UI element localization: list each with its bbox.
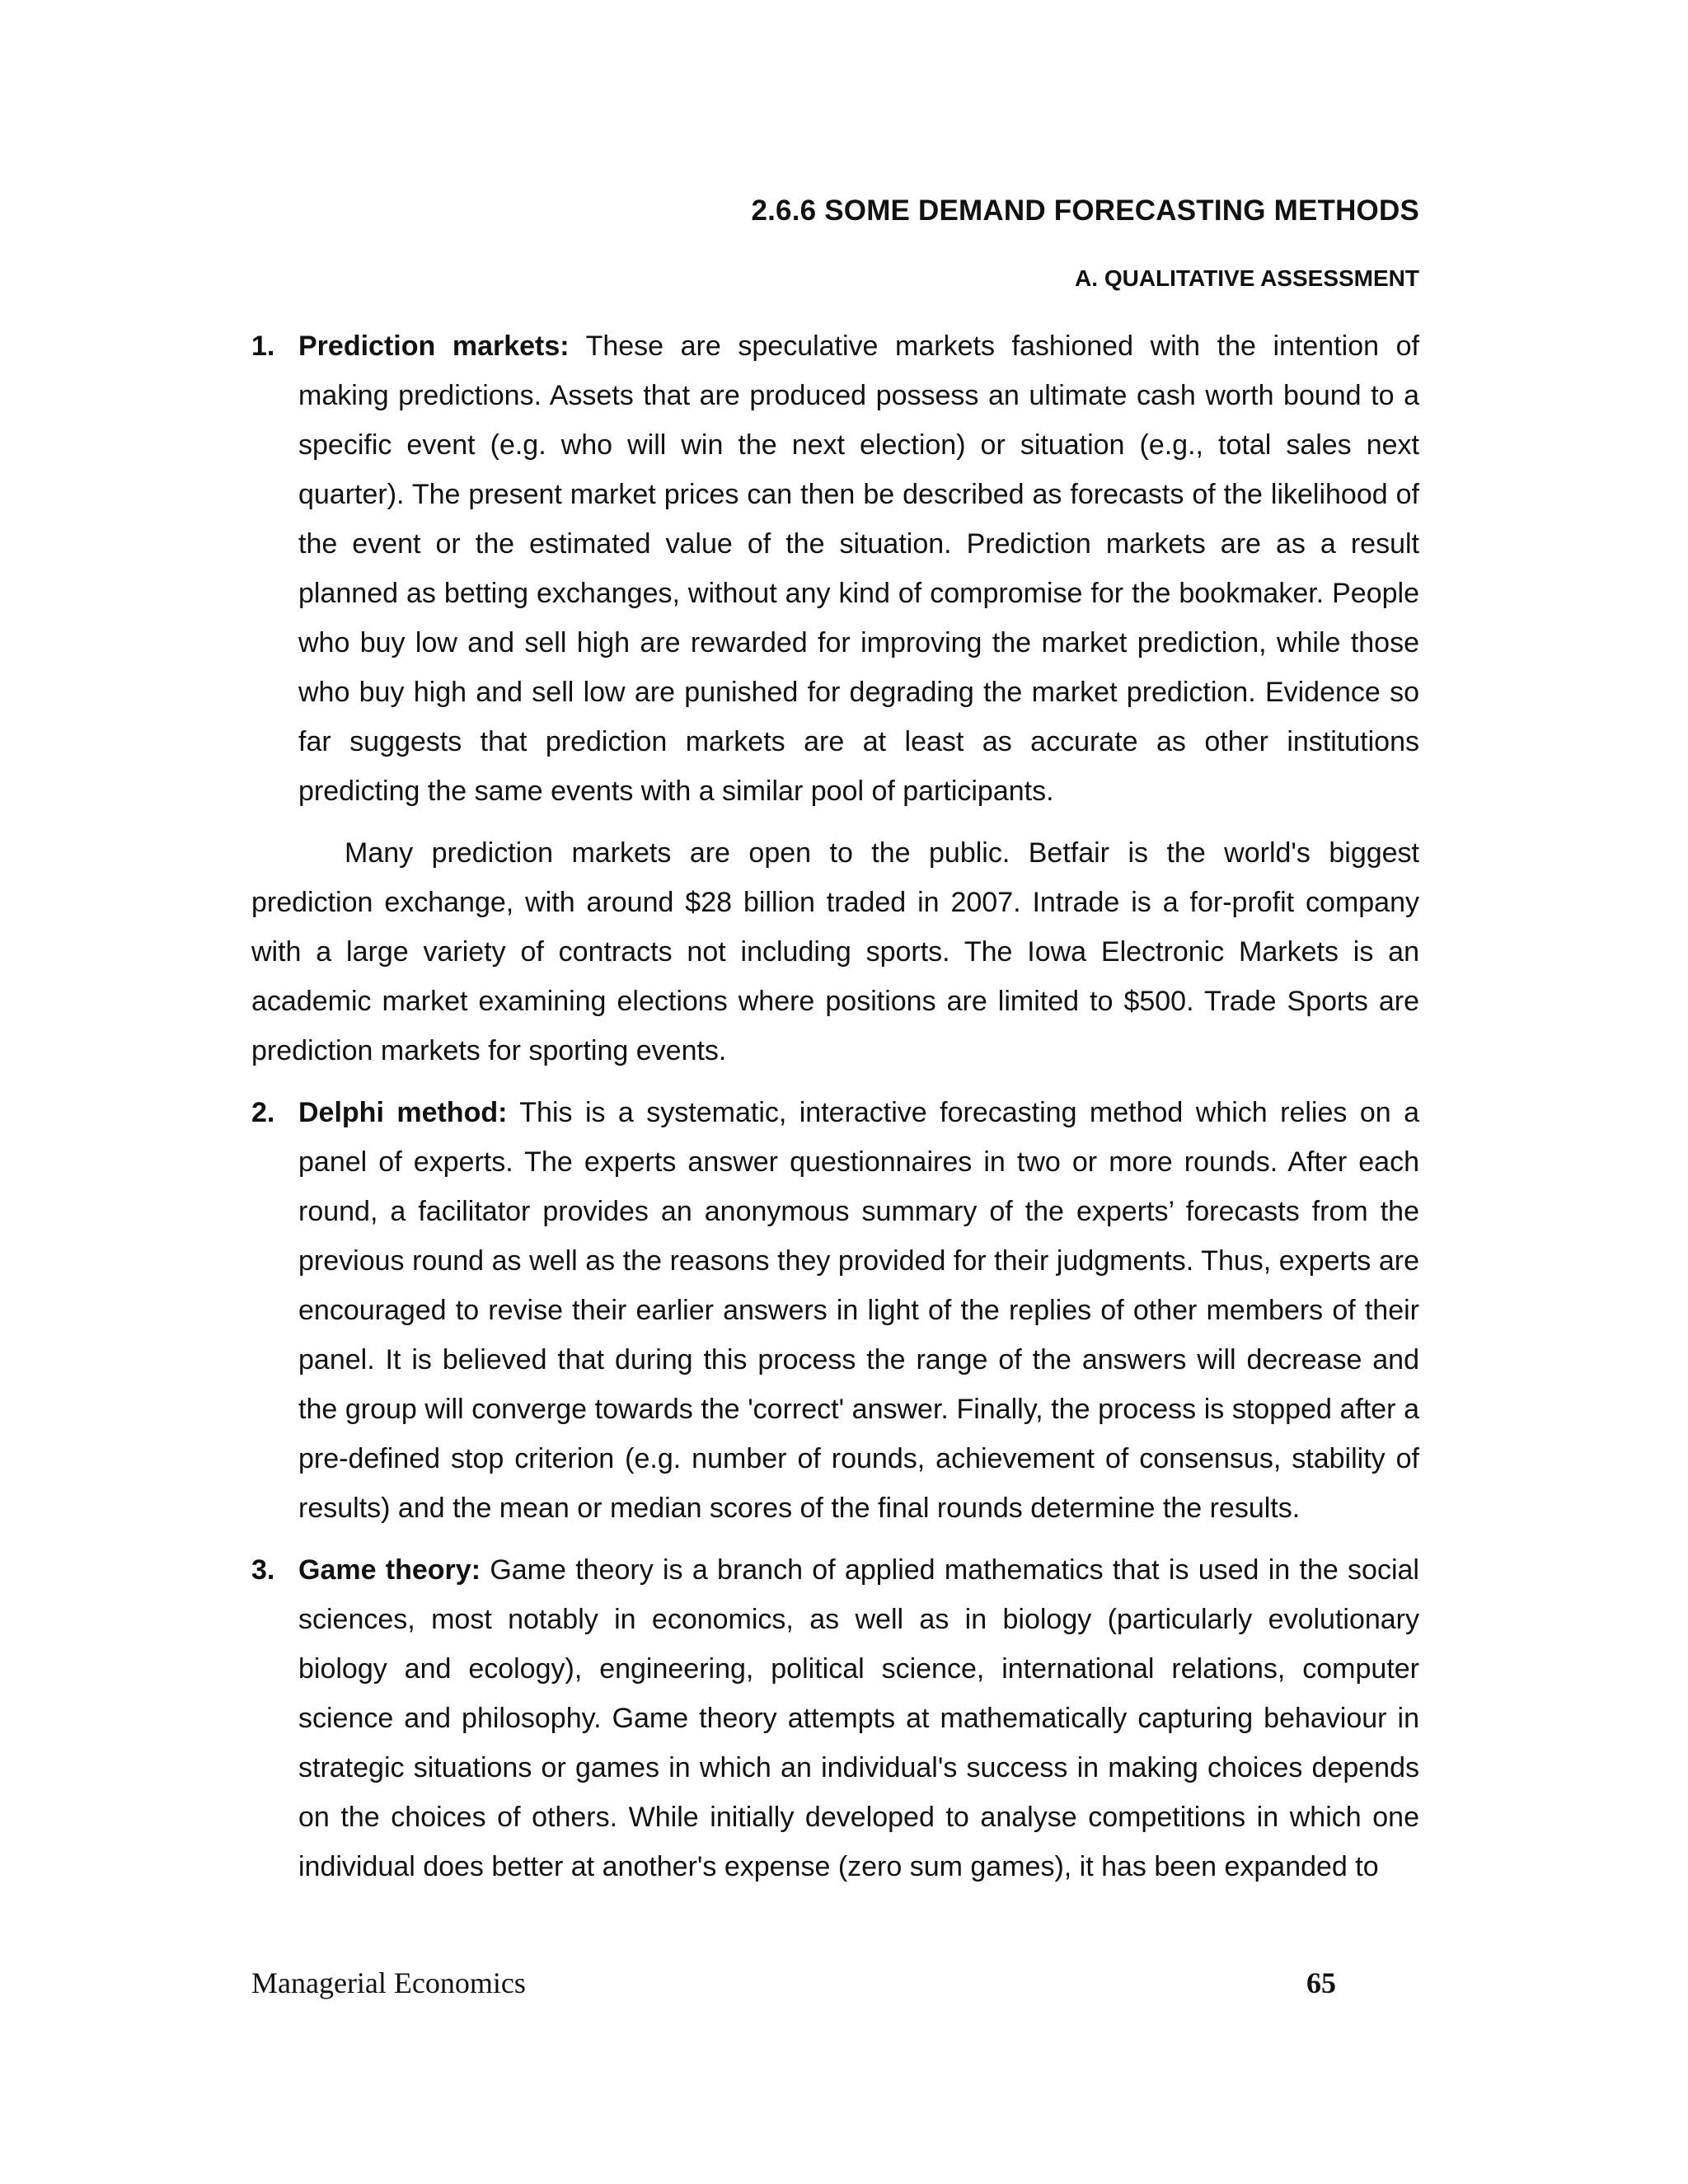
list-item-number: 1.: [251, 330, 275, 362]
list-item-number: 2.: [251, 1097, 275, 1128]
list-item-term: Delphi method:: [298, 1097, 508, 1128]
list-item-text: Game theory is a branch of applied mathematics that is used in the social sciences, most notably in economics, as well as in biology (particularly evolutionary biology and ecology), engineering, political science, international relations, computer science and philosophy. Game theory attempts at mathematically capturing behaviour in strategic situations or games in which an individual's success in making choices depends on the choices of others. While initially developed to analyse competitions in which one individual does better at another's expense (zero sum games), it has been expanded to: [298, 1554, 1419, 1882]
list-item-prediction-markets: [251, 321, 1419, 816]
list-item-delphi-method: [251, 1088, 1419, 1533]
body-text: [251, 321, 1419, 1904]
list-item-number: 3.: [251, 1554, 275, 1586]
footer-book-title: Managerial Economics: [251, 1966, 526, 1999]
paragraph-prediction-exchanges: Many prediction markets are open to the public. Betfair is the world's biggest prediction exchange, with around $28 billion traded in 2007. Intrade is a for-profit company with a large variety of contracts not including sports. The Iowa Electronic Markets is an academic market examining elections where positions are limited to $500. Trade Sports are prediction markets for sporting events.: [251, 837, 1419, 1066]
list-item-text: This is a systematic, interactive forecasting method which relies on a panel of experts. The experts answer questionnaires in two or more rounds. After each round, a facilitator provides an anonymous summary of the experts’ forecasts from the previous round as well as the reasons they provided for their judgments. Thus, experts are encouraged to revise their earlier answers in light of the replies of other members of their panel. It is believed that during this process the range of the answers will decrease and the group will converge towards the 'correct' answer. Finally, the process is stopped after a pre-defined stop criterion (e.g. number of rounds, achievement of consensus, stability of results) and the mean or median scores of the final rounds determine the results.: [298, 1097, 1419, 1524]
list-item-game-theory: [251, 1545, 1419, 1891]
footer-page-number: 65: [1306, 1966, 1336, 1999]
section-heading: 2.6.6 SOME DEMAND FORECASTING METHODS: [751, 194, 1419, 227]
section-subheading: A. QUALITATIVE ASSESSMENT: [1075, 265, 1419, 291]
list-item-text: These are speculative markets fashioned with the intention of making predictions. Assets that are produced possess an ultimate cash worth bound to a specific event (e.g. who will win the next election) or situation (e.g., total sales next quarter). The present market prices can then be described as forecasts of the likelihood of the event or the estimated value of the situation. Prediction markets are as a result planned as betting exchanges, without any kind of compromise for the bookmaker. People who buy low and sell high are rewarded for improving the market prediction, while those who buy high and sell low are punished for degrading the market prediction. Evidence so far suggests that prediction markets are at least as accurate as other institutions predicting the same events with a similar pool of participants.: [298, 330, 1419, 807]
list-item-term: Prediction markets:: [298, 330, 570, 362]
list-item-term: Game theory:: [298, 1554, 481, 1586]
